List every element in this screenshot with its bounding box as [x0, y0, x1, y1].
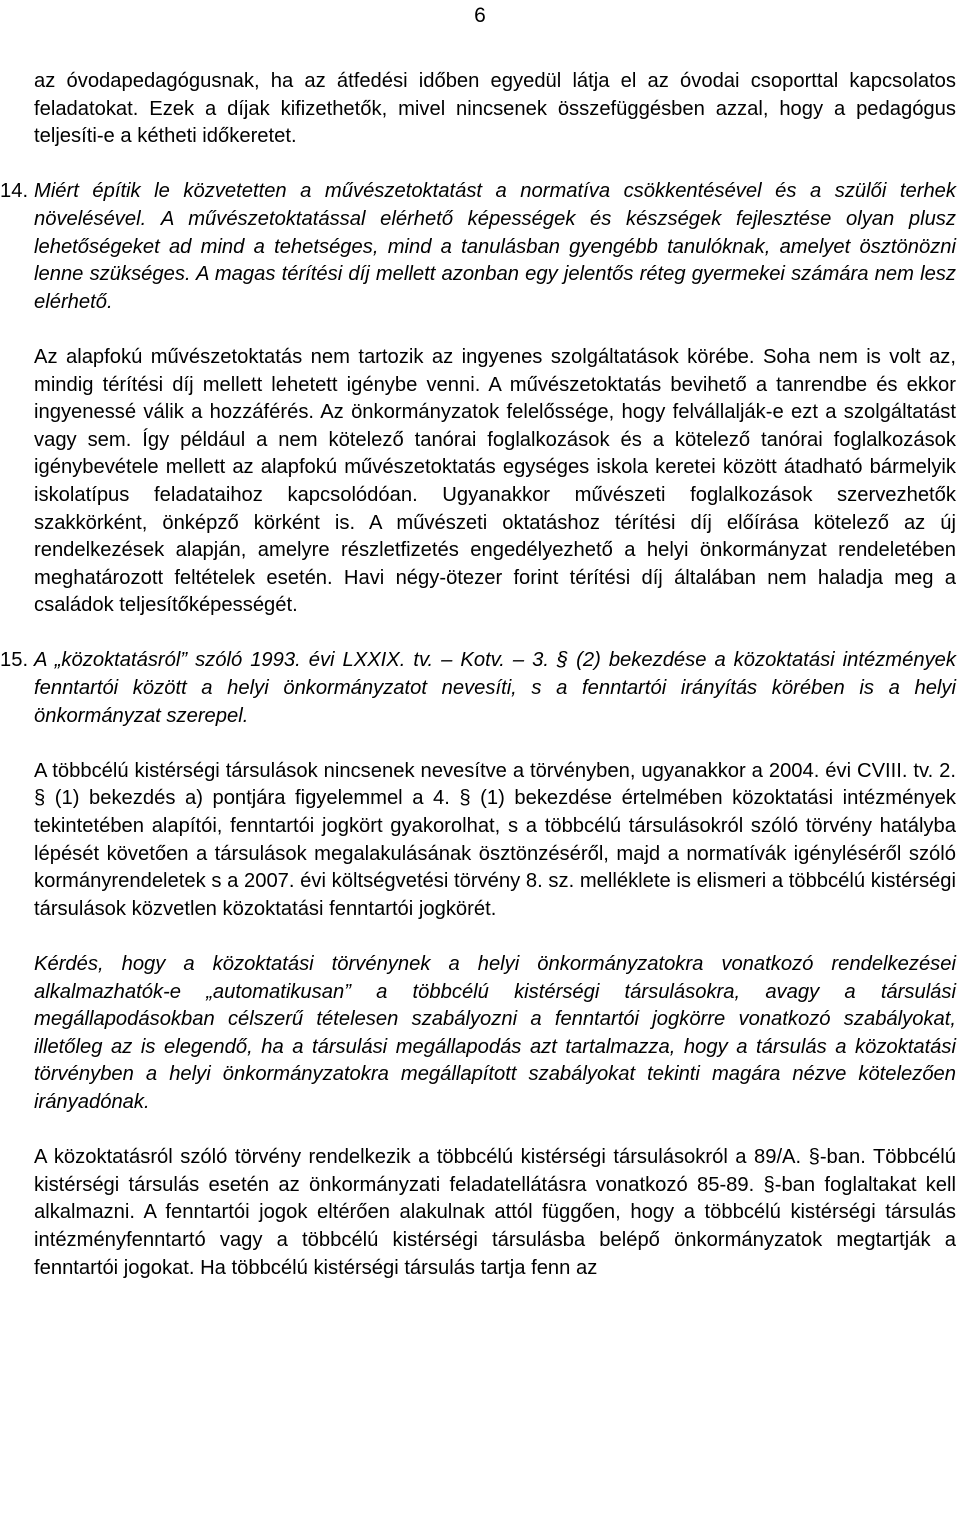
answer-14: Az alapfokú művészetoktatás nem tartozik az ingyenes szolgáltatások körébe. Soha nem is volt az, mindig térítési díj mellett lehetett igénybe venni. A művészetoktatás bevihető a tanrendbe és ekkor ingyenessé válik a hozzáférés. Az önkormányzatok felelőssége, hogy felvállalják-e ezt a szolgáltatást vagy sem. Így például a nem kötelező tanórai foglalkozások és a kötelező tanórai foglalkozások igénybevétele mellett az alapfokú művészetoktatás egységes iskola keretei között átadható bármelyik iskolatípus feladataihoz kapcsolódóan. Ugyanakkor művészeti foglalkozások szervezhetők szakkörként, önképző körként is. A művészeti oktatáshoz térítési díj előírása kötelező az új rendelkezések alapján, amelyre részletfizetés engedélyezhető a helyi önkormányzat rendeletében meghatározott feltételek esetén. Havi négy-ötezer forint térítési díj általában nem haladja meg a családok teljesítőképességét. [34, 345, 956, 617]
question-15 [0, 647, 956, 730]
paragraph-continuation: az óvodapedagógusnak, ha az átfedési időben egyedül látja el az óvodai csoporttal kapcsolatos feladatokat. Ezek a díjak kifizethetők, mivel nincsenek összefüggésben azzal, hogy a pedagógus teljesíti-e a kétheti időkeretet. [34, 70, 956, 148]
question-number: 14. [0, 180, 29, 203]
question-15-part2: Kérdés, hogy a közoktatási törvénynek a helyi önkormányzatokra vonatkozó rendelkezései alkalmazhatók-e „automatikusan” a többcélú kistérségi társulásokra, avagy a társulási megállapodásokban célszerű tételesen szabályozni a fenntartói jogkörre vonatkozó szabályokat, illetőleg az is elegendő, ha a társulási megállapodás azt tartalmazza, hogy a társulás a közoktatási törvényben a helyi önkormányzatokra megállapított szabályokat tekinti magára nézve kötelezően irányadónak. [34, 953, 956, 1113]
question-15-text: A „közoktatásról” szóló 1993. évi LXXIX. tv. – Kotv. – 3. § (2) bekezdése a közoktatási intézmények fenntartói között a helyi önkormányzatot nevesíti, s a fenntartói irányítás körében is a helyi önkormányzat szerepel. [34, 649, 956, 727]
question-14 [0, 178, 956, 316]
question-14-text: Miért építik le közvetetten a művészetoktatást a normatíva csökkentésével és a szülői terhek növelésével. [34, 180, 956, 230]
answer-15-part1: A többcélú kistérségi társulások nincsenek nevesítve a törvényben, ugyanakkor a 2004. évi CVIII. tv. 2. § (1) bekezdés a) pontjára figyelemmel a 4. § (1) bekezdése értelmében közoktatási intézmények tekintetében alapítói, fenntartói jogkört gyakorolhat, s a többcélú társulásokról szóló törvény hatályba lépését követően a társulások megalakulásának ösztönzéséről, majd a normatívák igényléséről szóló kormányrendeletek s a 2007. évi költségvetési törvény 8. sz. melléklete is elismeri a többcélú kistérségi társulások közvetlen közoktatási fenntartói jogkörét. [34, 759, 956, 920]
question-14-rest: A művészetoktatással elérhető képességek és készségek fejlesztése olyan plusz lehetőségeket ad mind a tehetséges, mind a tanulásban gyengébb tanulóknak, amelyet ösztönözni lenne szükséges. A magas térítési díj mellett azonban egy jelentős réteg gyermekei számára nem lesz elérhető. [34, 207, 956, 313]
answer-15-part2: A közoktatásról szóló törvény rendelkezik a többcélú kistérségi társulásokról a 89/A. §-ban. Többcélú kistérségi társulás esetén az önkormányzati feladatellátásra vonatkozó 85-89. §-ban foglaltakat kell alkalmazni. A fenntartói jogok eltérően alakulnak attól függően, hogy a többcélú kistérségi társulás intézményfenntartó vagy a többcélú kistérségi társulásba belépő önkormányzatok megtartják a fenntartói jogokat. Ha többcélú kistérségi társulás tartja fenn az [34, 1146, 956, 1279]
page-number: 6 [474, 4, 486, 27]
question-number: 15. [0, 649, 29, 672]
document-body [0, 68, 956, 1310]
